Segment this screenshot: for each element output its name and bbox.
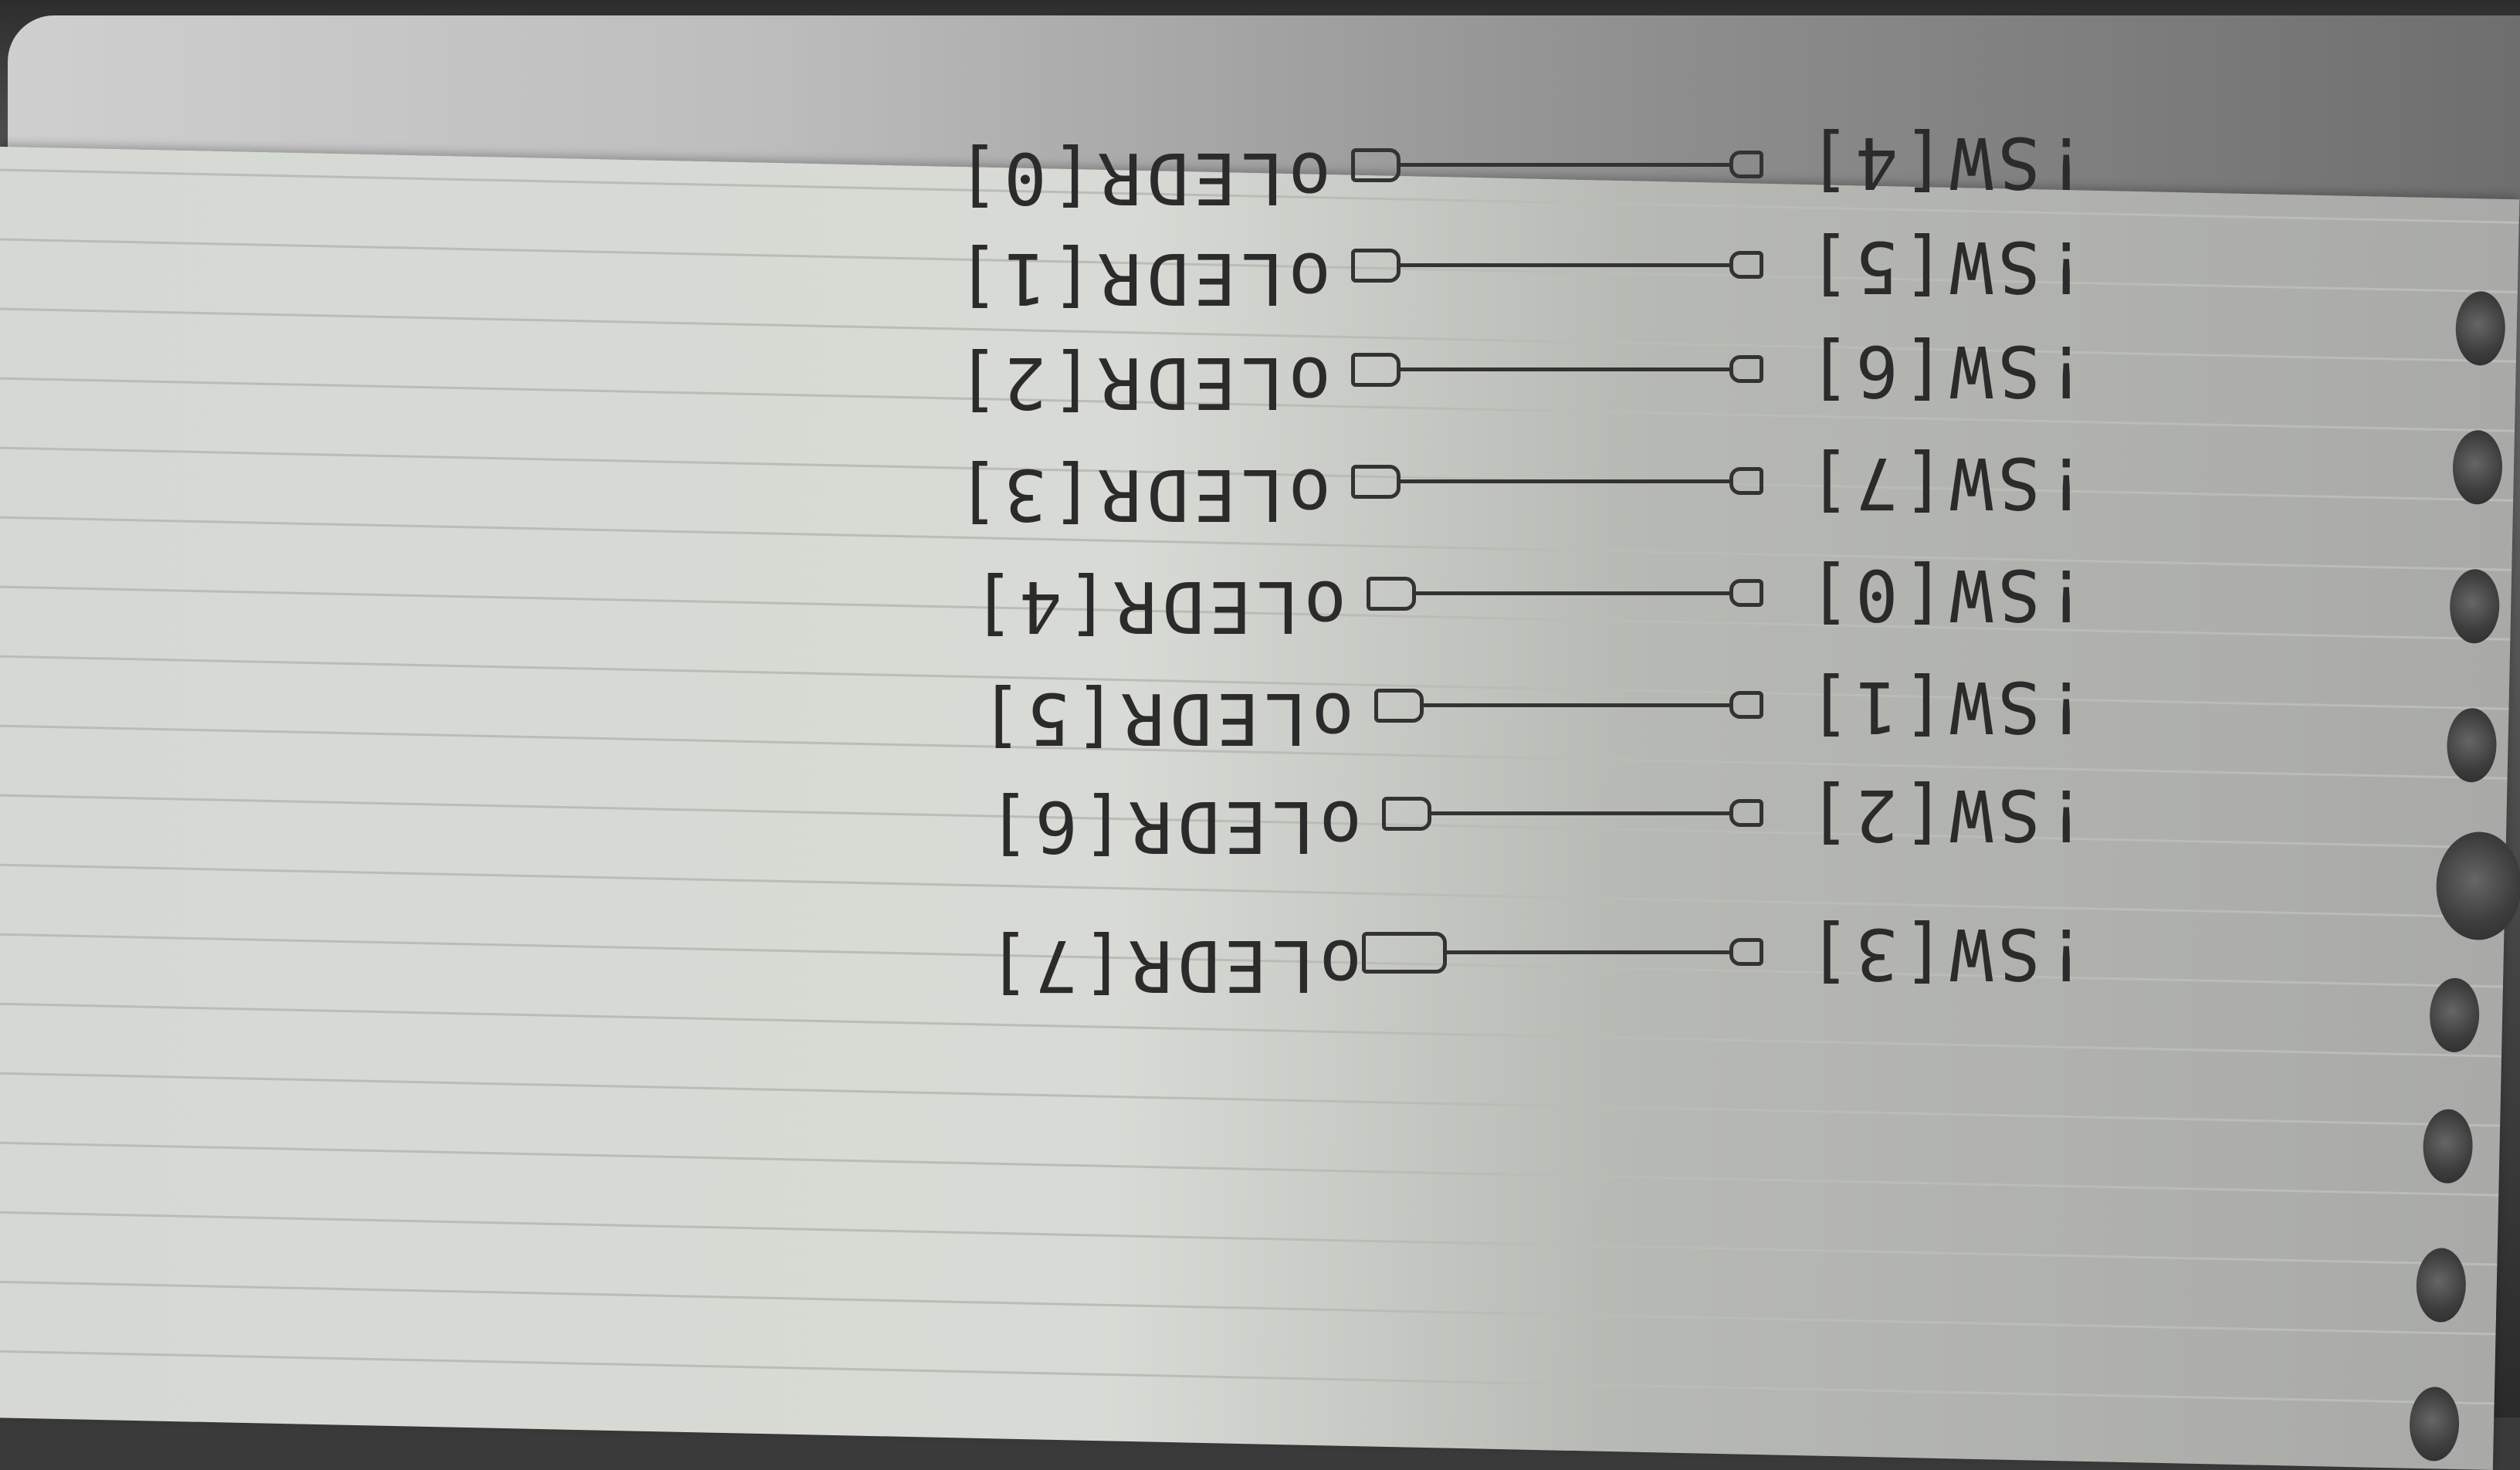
led-pad xyxy=(1351,148,1401,182)
switch-label: !SW[5] xyxy=(1803,225,2088,308)
led-pad xyxy=(1351,353,1401,387)
switch-pad xyxy=(1729,579,1763,607)
switch-pad xyxy=(1729,691,1763,719)
wire xyxy=(1401,163,1732,167)
switch-pad xyxy=(1729,151,1763,178)
led-label: oLEDR[7] xyxy=(982,924,1362,1007)
switch-pad xyxy=(1729,938,1763,966)
switch-pad xyxy=(1729,251,1763,279)
wire xyxy=(1401,368,1732,371)
wire xyxy=(1424,703,1732,707)
led-pad xyxy=(1351,465,1401,499)
switch-label: !SW[1] xyxy=(1803,666,2088,748)
led-pad xyxy=(1367,577,1416,611)
wire xyxy=(1401,263,1732,267)
switch-label: !SW[7] xyxy=(1803,442,2088,524)
led-label: oLEDR[5] xyxy=(974,677,1354,760)
led-pad xyxy=(1382,797,1431,831)
switch-pad xyxy=(1729,355,1763,383)
switch-label: !SW[2] xyxy=(1803,774,2088,856)
led-pad xyxy=(1374,689,1424,723)
led-label: oLEDR[0] xyxy=(951,137,1331,219)
led-label: oLEDR[1] xyxy=(951,237,1331,320)
switch-label: !SW[4] xyxy=(1803,121,2088,204)
led-label: oLEDR[3] xyxy=(951,453,1331,536)
led-label: oLEDR[4] xyxy=(967,565,1346,648)
wire xyxy=(1447,950,1732,954)
switch-pad xyxy=(1729,467,1763,495)
switch-label: !SW[0] xyxy=(1803,554,2088,636)
led-pad xyxy=(1362,932,1447,974)
led-label: oLEDR[6] xyxy=(982,785,1362,868)
switch-label: !SW[3] xyxy=(1803,913,2088,995)
led-pad xyxy=(1351,249,1401,283)
switch-label: !SW[6] xyxy=(1803,330,2088,412)
wire xyxy=(1416,591,1732,595)
led-label: oLEDR[2] xyxy=(951,341,1331,424)
switch-pad xyxy=(1729,799,1763,827)
wire xyxy=(1431,811,1732,815)
wire xyxy=(1401,479,1732,483)
